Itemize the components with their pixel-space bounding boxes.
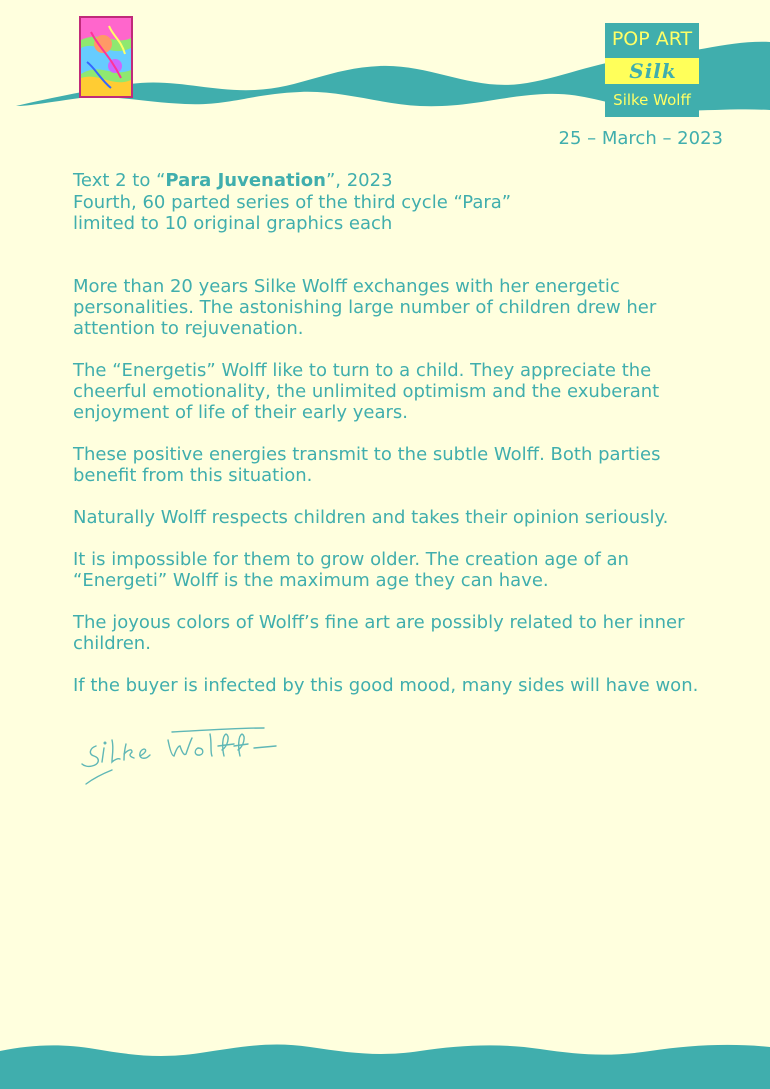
logo-script-text: Silk (629, 59, 677, 83)
paragraph: More than 20 years Silke Wolff exchanges with her energetic personalities. The astonishing large number of children drew her attention to rejuvenation. (73, 276, 657, 339)
paragraph: The joyous colors of Wolff’s fine art are possibly related to her inner children. (73, 612, 685, 654)
paragraph: If the buyer is infected by this good mood, many sides will have won. (73, 675, 699, 696)
heading-prefix: Text 2 to “ (73, 170, 166, 191)
heading-line-2: Fourth, 60 parted series of the third cycle “Para” (73, 191, 512, 213)
heading-line-1 (73, 170, 693, 192)
footer-wave (0, 1039, 770, 1089)
heading-suffix: ”, 2023 (325, 170, 393, 191)
heading-title: Para Juvenation (165, 170, 326, 191)
paragraph: These positive energies transmit to the subtle Wolff. Both parties benefit from this situation. (73, 444, 661, 486)
heading-line-3: limited to 10 original graphics each (73, 213, 393, 234)
logo-artist-name: Silke Wolff (613, 91, 691, 109)
pop-art-logo (605, 23, 699, 117)
logo-title: POP ART (611, 28, 693, 50)
paragraph: Naturally Wolff respects children and takes their opinion seriously. (73, 507, 669, 528)
letter-heading (73, 170, 693, 235)
paragraph: The “Energetis” Wolff like to turn to a child. They appreciate the cheerful emotionality, the unlimited optimism and the exuberant enjoyment of life of their early years. (73, 360, 660, 423)
letter-body (73, 276, 703, 717)
letter-date: 25 – March – 2023 (558, 128, 723, 149)
handwritten-signature (78, 722, 288, 794)
paragraph: It is impossible for them to grow older. The creation age of an “Energeti” Wolff is the maximum age they can have. (73, 549, 629, 591)
artwork-thumbnail (79, 16, 133, 98)
